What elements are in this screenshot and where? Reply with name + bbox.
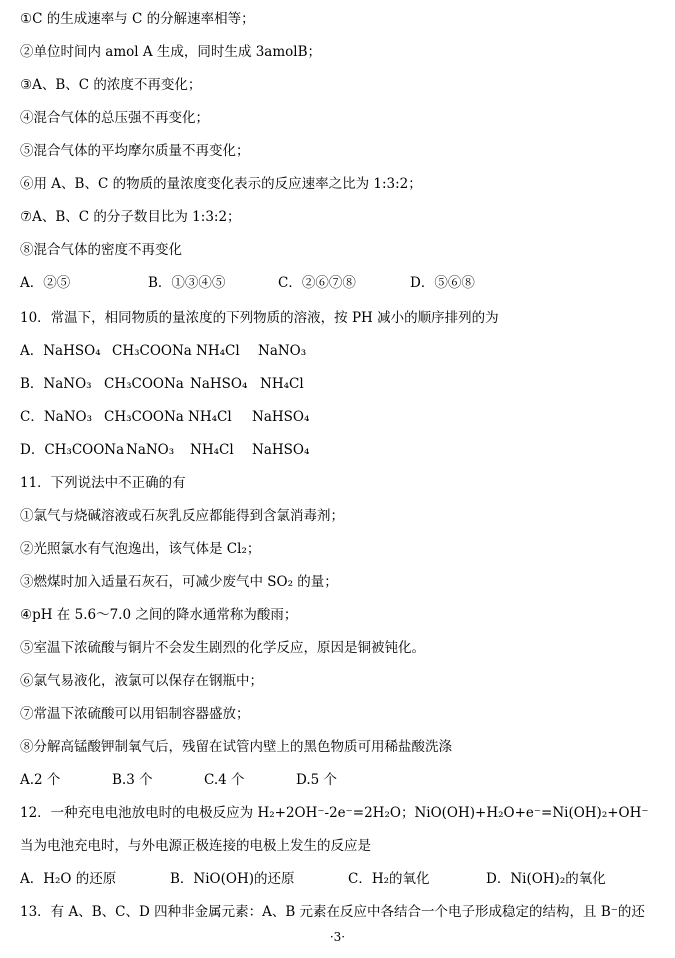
formula: A．NaHSO₄ xyxy=(20,343,101,359)
condition-8: ⑧混合气体的密度不再变化 xyxy=(20,242,182,258)
q11-stem: 11．下列说法中不正确的有 xyxy=(20,475,186,491)
q11-option-c: C.4 个 xyxy=(204,772,245,788)
formula: CH₃COONa xyxy=(104,409,184,425)
formula: NaHSO₄ xyxy=(190,376,248,392)
q11-option-b: B.3 个 xyxy=(112,772,153,788)
formula: C．NaNO₃ xyxy=(20,409,92,425)
formula: CH₃COONa xyxy=(112,343,192,359)
condition-3: ③A、B、C 的浓度不再变化； xyxy=(20,77,202,93)
q12-stem: 12．一种充电电池放电时的电极反应为 H₂+2OH⁻-2e⁻=2H₂O；NiO(OH)+H₂O+e⁻=Ni(OH)₂+OH⁻ xyxy=(20,805,649,821)
q11-option-a: A.2 个 xyxy=(20,772,61,788)
formula: NH₄Cl xyxy=(190,442,234,458)
q10-stem: 10．常温下，相同物质的量浓度的下列物质的溶液，按 PH 减小的顺序排列的为 xyxy=(20,310,499,326)
formula: NaHSO₄ xyxy=(252,442,310,458)
formula: D．CH₃COONa xyxy=(20,442,125,458)
condition-2: ②单位时间内 amol A 生成，同时生成 3amolB； xyxy=(20,44,322,60)
q11-item-2: ②光照氯水有气泡逸出，该气体是 Cl₂； xyxy=(20,541,261,557)
q10-option-d xyxy=(20,440,309,460)
q9-options xyxy=(20,273,475,293)
q11-item-6: ⑥氯气易液化，液氯可以保存在钢瓶中； xyxy=(20,673,263,689)
q11-option-d: D.5 个 xyxy=(296,772,338,788)
formula: NaNO₃ xyxy=(126,442,175,458)
q9-option-c: C．②⑥⑦⑧ xyxy=(278,275,356,291)
q11-options xyxy=(20,770,337,790)
formula: NH₄Cl xyxy=(188,409,232,425)
q12-option-d: D．Ni(OH)₂的氧化 xyxy=(486,871,606,887)
formula: NH₄Cl xyxy=(196,343,240,359)
condition-5: ⑤混合气体的平均摩尔质量不再变化； xyxy=(20,143,250,159)
q9-option-b: B．①③④⑤ xyxy=(148,275,226,291)
q12-options xyxy=(20,869,606,889)
q11-item-8: ⑧分解高锰酸钾制氧气后，残留在试管内壁上的黑色物质可用稀盐酸洗涤 xyxy=(20,739,452,755)
q10-option-b xyxy=(20,374,304,394)
q11-item-1: ①氯气与烧碱溶液或石灰乳反应都能得到含氯消毒剂； xyxy=(20,508,344,524)
formula: NaHSO₄ xyxy=(252,409,310,425)
q12-option-c: C．H₂的氧化 xyxy=(348,871,430,887)
q12-option-b: B．NiO(OH)的还原 xyxy=(170,871,295,887)
q13-stem: 13．有 A、B、C、D 四种非金属元素：A、B 元素在反应中各结合一个电子形成稳定的结构，且 B⁻的还 xyxy=(20,904,645,920)
q11-item-7: ⑦常温下浓硫酸可以用铝制容器盛放； xyxy=(20,706,250,722)
q12-option-a: A．H₂O 的还原 xyxy=(20,871,117,887)
condition-6: ⑥用 A、B、C 的物质的量浓度变化表示的反应速率之比为 1:3:2； xyxy=(20,176,422,192)
q11-item-5: ⑤室温下浓硫酸与铜片不会发生剧烈的化学反应，原因是铜被钝化。 xyxy=(20,640,425,656)
q11-item-4: ④pH 在 5.6～7.0 之间的降水通常称为酸雨； xyxy=(20,607,298,623)
formula: NaNO₃ xyxy=(258,343,307,359)
q9-option-d: D．⑤⑥⑧ xyxy=(410,275,475,291)
q9-option-a: A．②⑤ xyxy=(20,275,71,291)
page-number: ·3· xyxy=(329,930,346,944)
condition-1: ①C 的生成速率与 C 的分解速率相等； xyxy=(20,11,255,27)
q11-item-3: ③燃煤时加入适量石灰石，可减少废气中 SO₂ 的量； xyxy=(20,574,338,590)
q12-stem-continued: 当为电池充电时，与外电源正极连接的电极上发生的反应是 xyxy=(20,838,371,854)
condition-7: ⑦A、B、C 的分子数目比为 1:3:2； xyxy=(20,209,241,225)
formula: NH₄Cl xyxy=(260,376,304,392)
q10-option-c xyxy=(20,407,309,427)
condition-4: ④混合气体的总压强不再变化； xyxy=(20,110,209,126)
q10-option-a xyxy=(20,341,306,361)
formula: CH₃COONa xyxy=(104,376,184,392)
formula: B．NaNO₃ xyxy=(20,376,92,392)
